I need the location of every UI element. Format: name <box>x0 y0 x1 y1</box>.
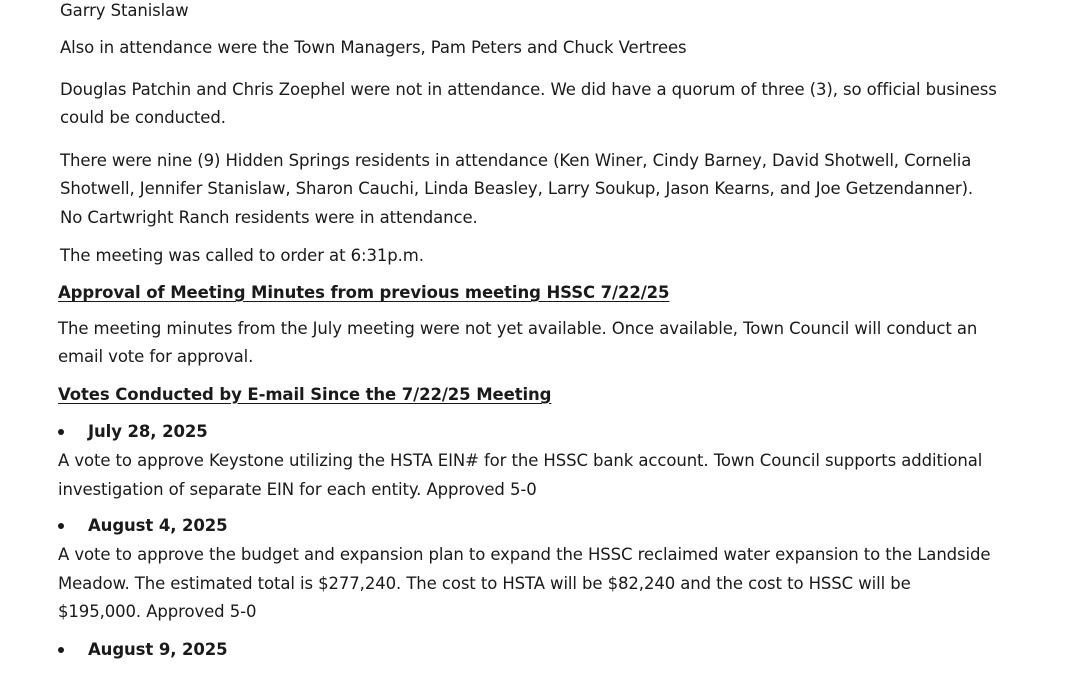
minutes-section-heading: Approval of Meeting Minutes from previous meeting HSSC 7/22/25 <box>58 283 670 302</box>
votes-section-heading: Votes Conducted by E-mail Since the 7/22/25 Meeting <box>58 385 552 404</box>
vote-text-line: $195,000. Approved 5-0 <box>58 602 257 621</box>
call-to-order-text: The meeting was called to order at 6:31p.m. <box>60 246 424 265</box>
managers-text: Also in attendance were the Town Managers, Pam Peters and Chuck Vertrees <box>60 38 687 57</box>
vote-date: August 4, 2025 <box>88 516 228 535</box>
bullet-icon <box>58 523 64 529</box>
vote-text-line: Meadow. The estimated total is $277,240. The cost to HSTA will be $82,240 and the cost to HSSC will be <box>58 574 911 593</box>
vote-date: July 28, 2025 <box>88 422 208 441</box>
vote-text-line: investigation of separate EIN for each entity. Approved 5-0 <box>58 480 537 499</box>
vote-text-line: A vote to approve Keystone utilizing the HSTA EIN# for the HSSC bank account. Town Council supports additional <box>58 451 983 470</box>
bullet-icon <box>58 647 64 653</box>
residents-text-line-3: No Cartwright Ranch residents were in attendance. <box>60 208 478 227</box>
residents-text-line-1: There were nine (9) Hidden Springs residents in attendance (Ken Winer, Cindy Barney, David Shotwell, Cornelia <box>60 151 972 170</box>
vote-text-line: A vote to approve the budget and expansion plan to expand the HSSC reclaimed water expansion to the Landside <box>58 545 991 564</box>
vote-date: August 9, 2025 <box>88 640 228 659</box>
residents-text-line-2: Shotwell, Jennifer Stanislaw, Sharon Cauchi, Linda Beasley, Larry Soukup, Jason Kearns, and Joe Getzendanner). <box>60 179 974 198</box>
attendee-name: Garry Stanislaw <box>60 1 189 20</box>
absence-text-line-2: could be conducted. <box>60 108 226 127</box>
absence-text-line-1: Douglas Patchin and Chris Zoephel were not in attendance. We did have a quorum of three (3), so official business <box>60 80 997 99</box>
minutes-text-line-1: The meeting minutes from the July meeting were not yet available. Once available, Town Council will conduct an <box>58 319 978 338</box>
minutes-text-line-2: email vote for approval. <box>58 347 254 366</box>
bullet-icon <box>58 429 64 435</box>
